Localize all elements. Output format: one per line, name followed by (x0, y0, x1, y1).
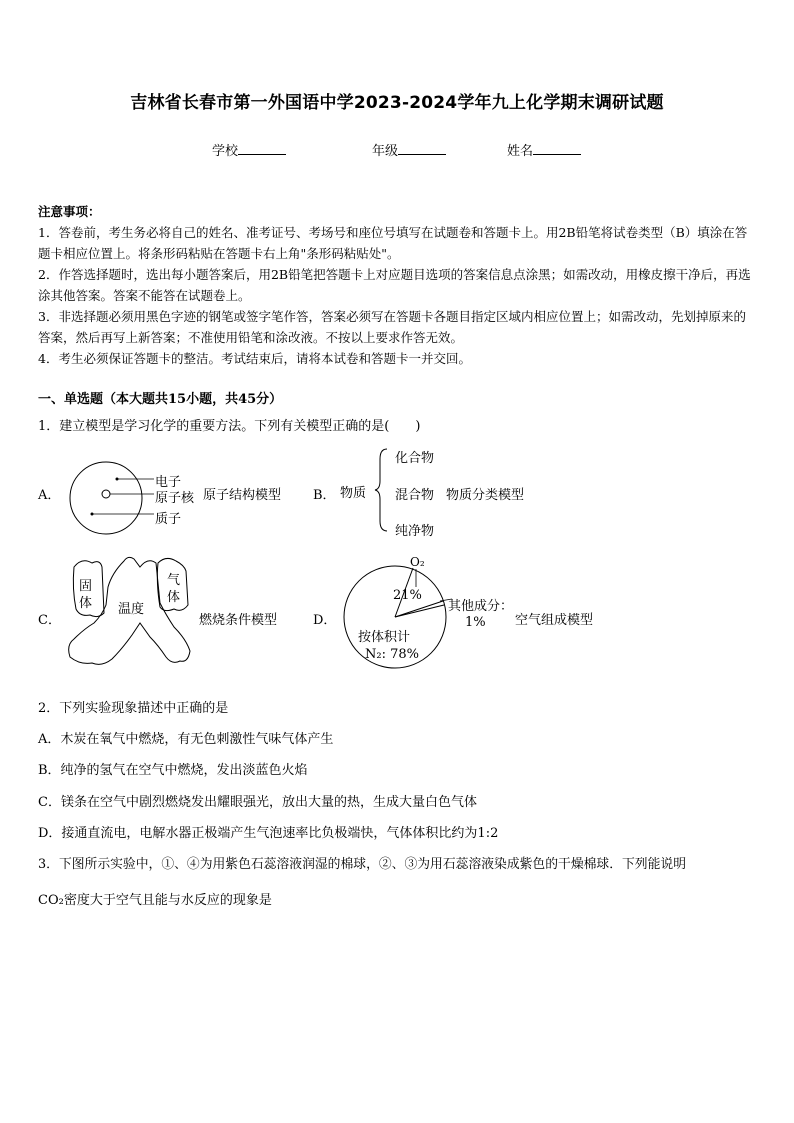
q2-stem: 2．下列实验现象描述中正确的是 (38, 701, 229, 716)
label-electron: 电子 (155, 475, 182, 490)
note-item: 1．答卷前，考生务必将自己的姓名、准考证号、考场号和座位号填写在试题卷和答题卡上。用2B铅笔将试卷类型（B）填涂在答题卡相应位置上。将条形码粘贴在答题卡右上角"条形码粘贴处"。 (38, 225, 748, 261)
name-blank[interactable] (533, 142, 581, 155)
other-label: 其他成分： (448, 599, 514, 614)
q1-stem: 1．建立模型是学习化学的重要方法。下列有关模型正确的是( ) (38, 419, 421, 434)
q2-option-a[interactable]: A．木炭在氧气中燃烧，有无色刺激性气味气体产生 (38, 732, 334, 747)
q2-option-c[interactable]: C．镁条在空气中剧烈燃烧发出耀眼强光，放出大量的热，生成大量白色气体 (38, 795, 477, 810)
school-label: 学校 (212, 144, 239, 159)
q1-option-b-letter[interactable]: B． (313, 488, 336, 503)
branch-compound: 化合物 (395, 451, 435, 466)
note-item: 2．作答选择题时，选出每小题答案后，用2B铅笔把答题卡上对应题目选项的答案信息点涂黑；如需改动，用橡皮擦干净后，再选涂其他答案。答案不能答在试题卷上。 (38, 267, 751, 303)
atom-model-diagram (64, 458, 154, 538)
q2-option-d[interactable]: D．接通直流电，电解水器正极端产生气泡速率比负极端快，气体体积比约为1:2 (38, 826, 499, 841)
notes-heading: 注意事项： (38, 204, 101, 219)
label-solid: 固体 (79, 579, 93, 611)
o2-percent: 21% (393, 588, 422, 603)
grade-label: 年级 (372, 144, 399, 159)
school-blank[interactable] (238, 142, 286, 155)
classification-caption: 物质分类模型 (446, 488, 525, 503)
name-field (507, 140, 581, 159)
page-title: 吉林省长春市第一外国语中学2023-2024学年九上化学期末调研试题 (130, 93, 664, 113)
o2-label: O₂ (410, 555, 425, 569)
brace-icon (372, 447, 390, 533)
label-proton: 质子 (155, 512, 182, 527)
by-volume-label: 按体积计 (358, 630, 411, 645)
atom-model-caption: 原子结构模型 (203, 488, 282, 503)
note-item: 4．考生必须保证答题卡的整洁。考试结束后，请将本试卷和答题卡一并交回。 (38, 351, 471, 366)
nucleus-circle (102, 490, 110, 498)
branch-mixture: 混合物 (395, 488, 435, 503)
label-nucleus: 原子核 (155, 491, 195, 506)
q2-option-b[interactable]: B．纯净的氢气在空气中燃烧，发出淡蓝色火焰 (38, 763, 308, 778)
q1-option-a-letter[interactable]: A． (38, 488, 61, 503)
combustion-caption: 燃烧条件模型 (199, 613, 278, 628)
n2-label: N₂: 78% (365, 647, 419, 662)
pie-divider (395, 601, 443, 617)
notes-block (38, 201, 758, 369)
pie-divider (395, 605, 444, 617)
label-gas: 气体 (167, 573, 181, 605)
grade-blank[interactable] (398, 142, 446, 155)
other-percent: 1% (465, 615, 486, 630)
q1-option-c-letter[interactable]: C． (38, 613, 61, 628)
grade-field (372, 140, 446, 159)
matter-root-label: 物质 (340, 486, 367, 501)
q3-stem-line1: 3．下图所示实验中，①、④为用紫色石蕊溶液润湿的棉球，②、③为用石蕊溶液染成紫色的干燥棉球．下列能说明 (38, 857, 686, 872)
label-temperature: 温度 (118, 602, 145, 617)
name-label: 姓名 (507, 144, 534, 159)
branch-pure: 纯净物 (395, 524, 435, 539)
air-caption: 空气组成模型 (515, 613, 594, 628)
q3-stem-line2: CO₂密度大于空气且能与水反应的现象是 (38, 893, 272, 908)
q1-option-d-letter[interactable]: D． (313, 613, 337, 628)
note-item: 3．非选择题必须用黑色字迹的钢笔或签字笔作答，答案必须写在答题卡各题目指定区域内相应位置上；如需改动，先划掉原来的答案，然后再写上新答案；不准使用铅笔和涂改液。不按以上要求作答无效。 (38, 309, 746, 345)
school-field (212, 140, 286, 159)
section-heading: 一、单选题（本大题共15小题，共45分） (38, 392, 283, 407)
